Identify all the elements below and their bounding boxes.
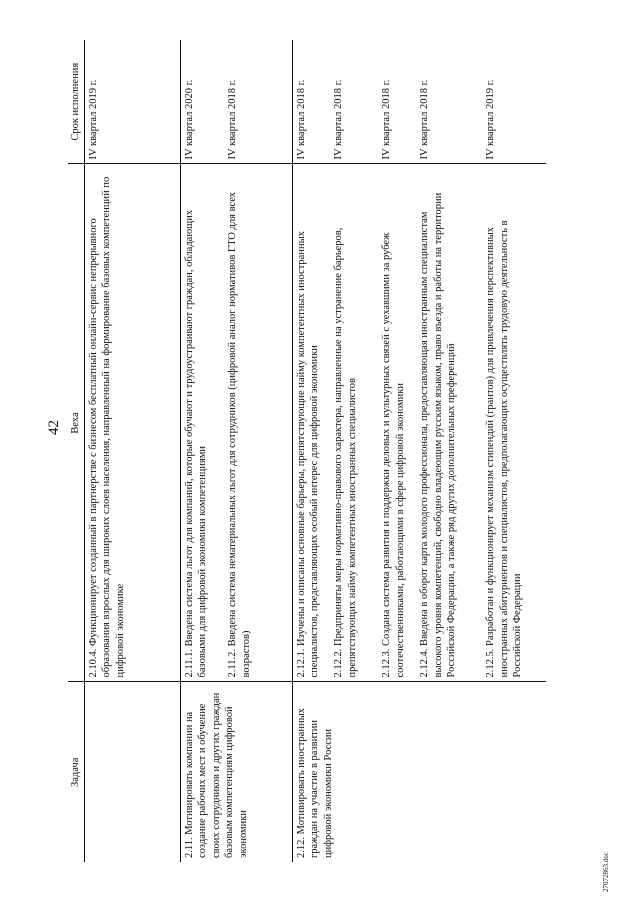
milestone-cell: 2.12.3. Создана система развития и поддержки деловых и культурных связей с уехавшими за рубеж соотечественниками, работающими в сфере цифровой экономики — [378, 164, 416, 682]
milestone-cell: 2.11.1. Введена система льгот для компаний, которые обучают и трудоустраивают граждан, обладающих базовыми для цифровой экономики компетенциями — [180, 164, 224, 682]
table-row — [292, 40, 330, 862]
milestone-cell: 2.10.4. Функционирует созданный в партнерстве с бизнесом бесплатный онлайн-сервис непрерывного образования взрослых для широких слоев населения, направленный на формирование базовых компетенций по цифровой экономике — [84, 164, 180, 682]
task-cell: 2.11. Мотивировать компании на создание рабочих мест и обучение своих сотрудников и других граждан базовым компетенциям цифровой экономики — [180, 682, 292, 862]
milestone-cell: 2.12.1. Изучены и описаны основные барьеры, препятствующие найму компетентных иностранных специалистов, представляющих особый интерес для цифровой экономики — [292, 164, 330, 682]
table-header-row — [68, 40, 84, 862]
milestones-table — [68, 40, 546, 862]
deadline-cell: IV квартал 2018 г. — [292, 40, 330, 164]
deadline-cell: IV квартал 2019 г. — [87, 79, 99, 160]
header-task: Задача — [68, 682, 84, 862]
header-milestone: Веха — [68, 164, 84, 682]
deadline-cell: IV квартал 2018 г. — [419, 79, 430, 160]
task-cell — [84, 682, 180, 862]
document-table-rotated — [68, 40, 568, 862]
header-deadline: Срок исполнения — [68, 40, 84, 164]
page-number: 42 — [46, 420, 62, 435]
task-cell: 2.12. Мотивировать иностранных граждан на участие в развитии цифровой экономики России — [292, 682, 546, 862]
deadline-cell: IV квартал 2018 г. — [333, 79, 344, 160]
milestone-cell: 2.12.5. Разработан и функционирует механизм стипендий (грантов) для привлечения перспективных иностранных абитуриентов и специалистов, предполагающих осуществлять трудовую деятельность в Российской Федерации — [482, 164, 546, 682]
deadline-cell: IV квартал 2018 г. — [227, 79, 238, 160]
milestone-cell: 2.12.4. Введена в оборот карта молодого профессионала, предоставляющая иностранным специалистам высокого уровня компетенций, свободно владеющим русским языком, право въезда и работы на территории Российской Федерации, а также ряд других дополнительных преференций — [416, 164, 482, 682]
table-row — [180, 40, 224, 862]
deadline-cell: IV квартал 2019 г. — [485, 79, 496, 160]
deadline-cell: IV квартал 2020 г. — [180, 40, 224, 164]
table-row — [84, 40, 180, 862]
deadline-cell: IV квартал 2018 г. — [381, 79, 392, 160]
document-file-code: 27072863.doc — [602, 852, 610, 892]
milestone-cell: 2.11.2. Введена система нематериальных льгот для сотрудников (цифровой аналог нормативов ГТО для всех возрастов) — [224, 164, 292, 682]
milestone-cell: 2.12.2. Предприняты меры нормативно-правового характера, направленные на устранение барьеров, препятствующих найму компетентных иностранных специалистов — [330, 164, 378, 682]
